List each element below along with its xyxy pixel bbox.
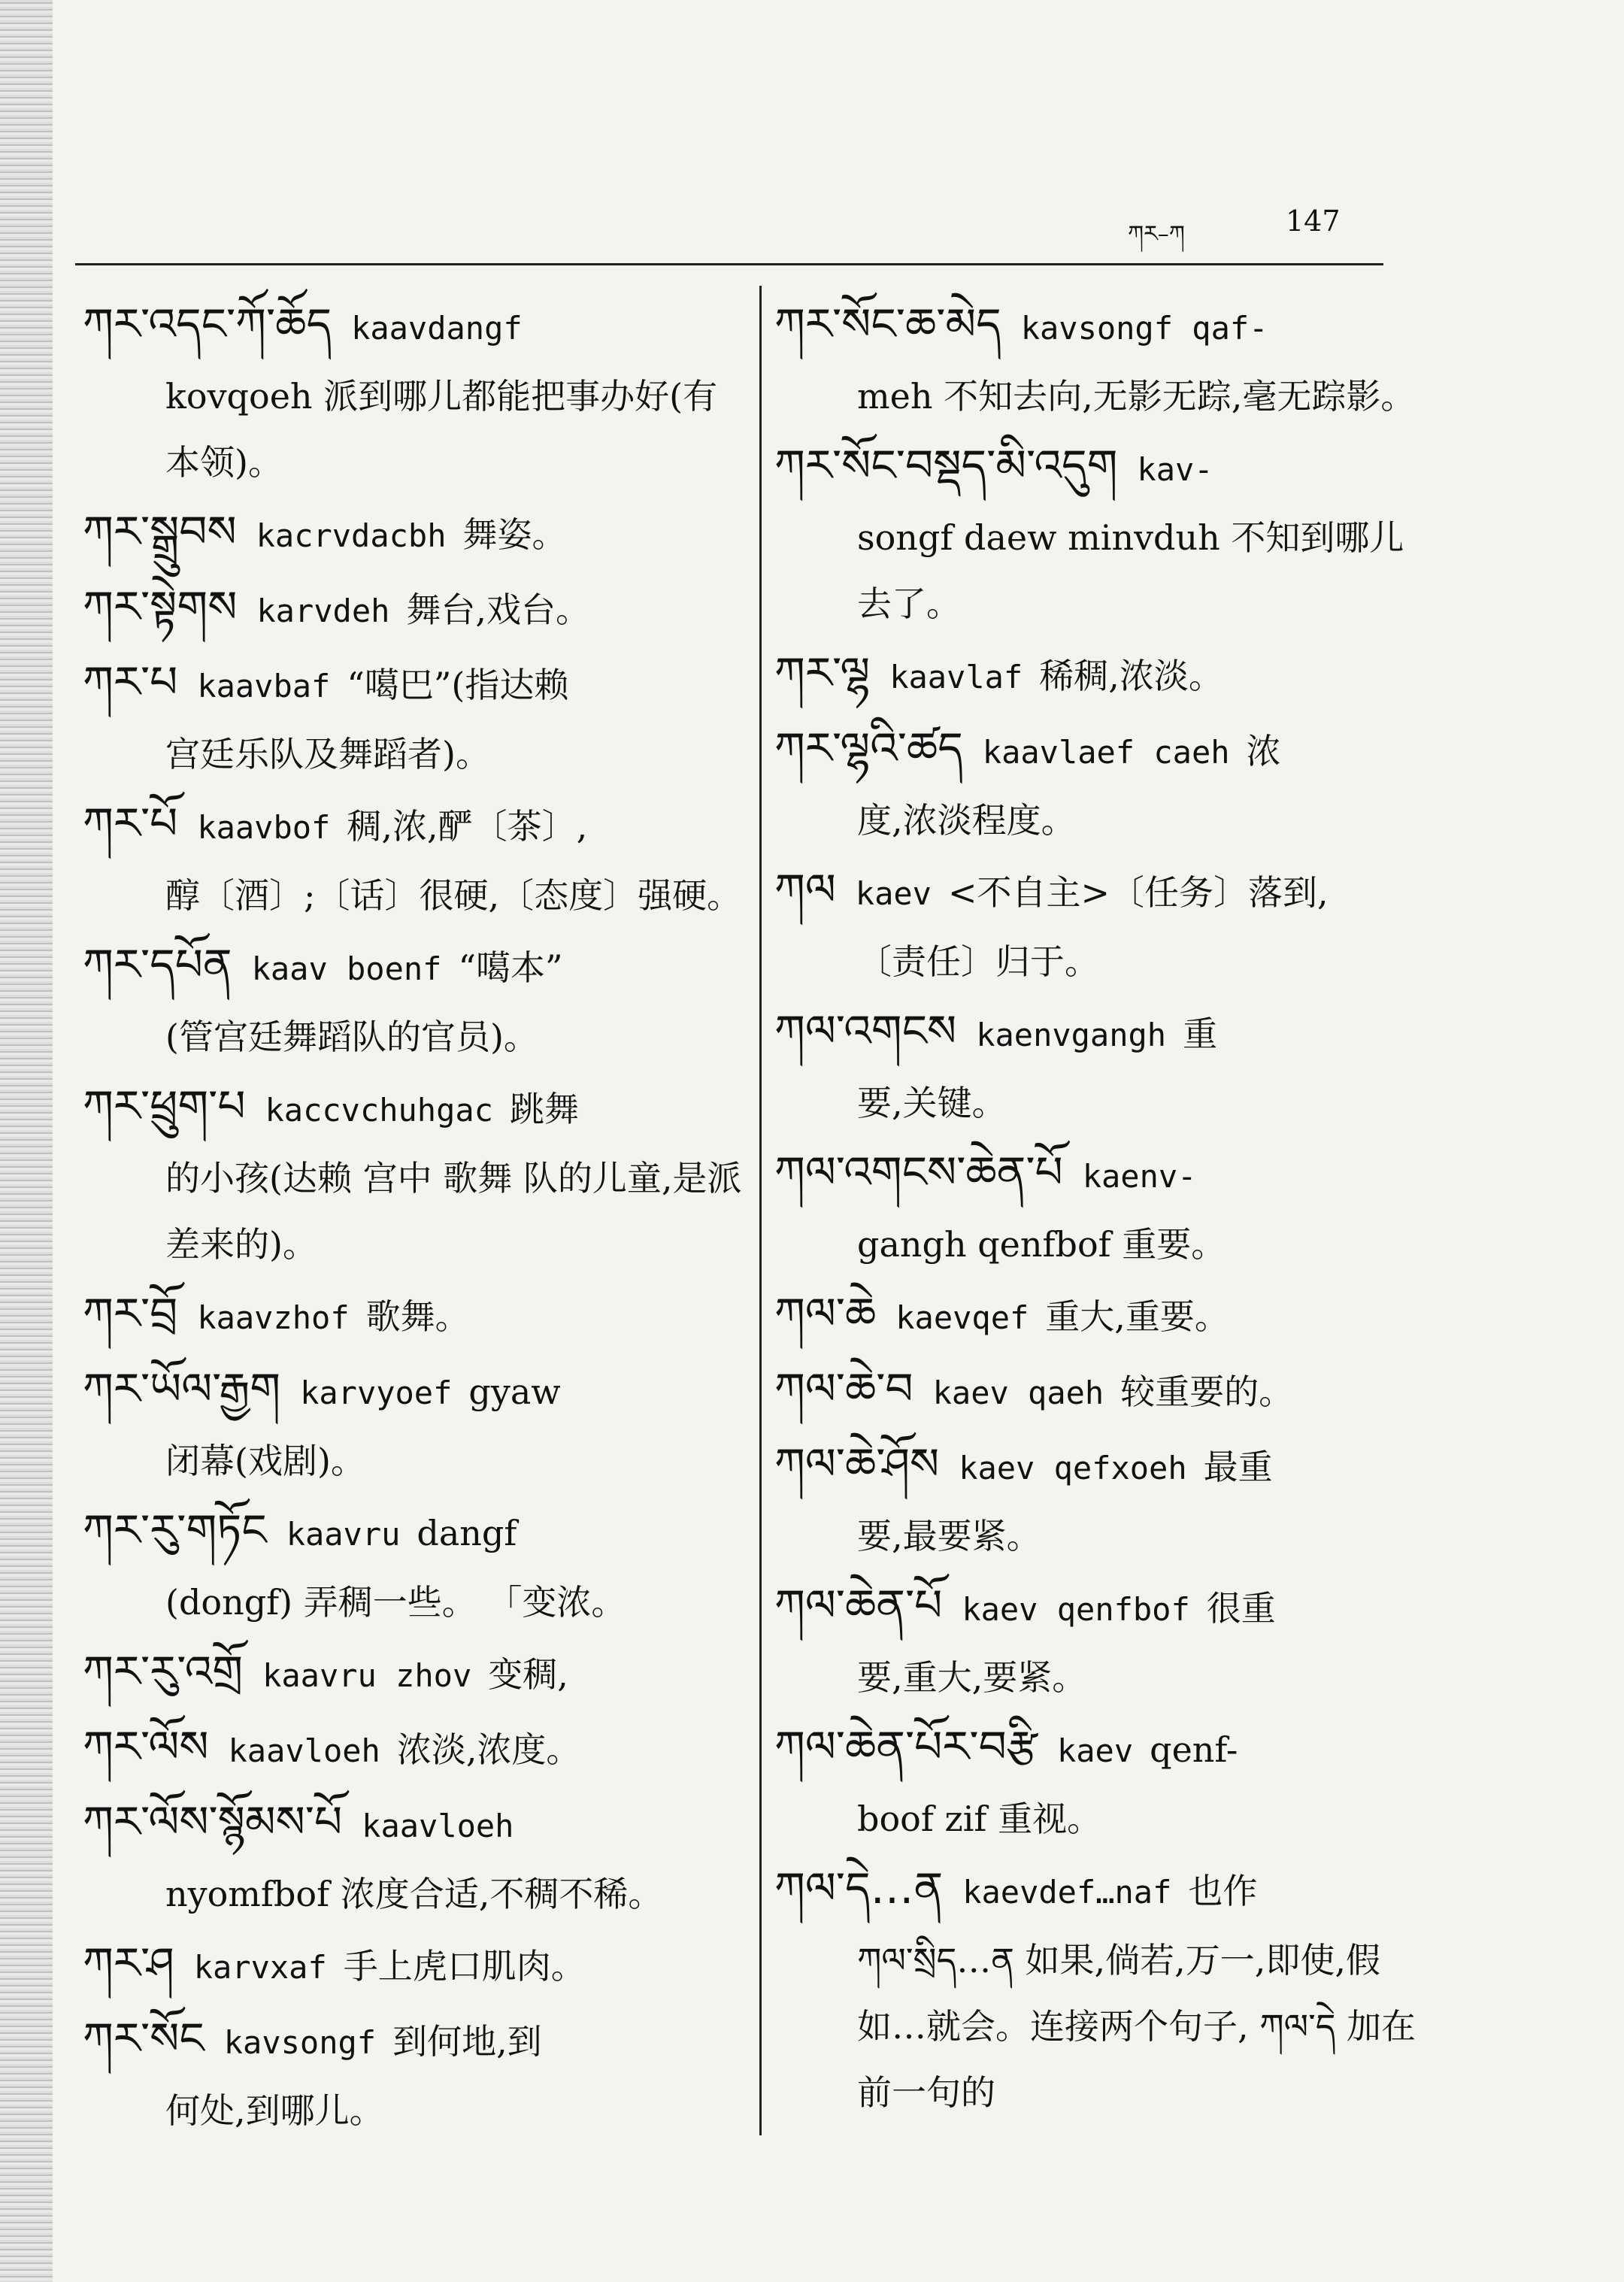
headword: ཀར་ཤ: [83, 1938, 174, 1989]
definition: 浓: [1246, 731, 1281, 771]
section-mark: ཀར–ཀ: [1128, 221, 1185, 247]
definition-continuation: 度,浓淡程度。: [857, 800, 1076, 841]
definition: “噶巴”(指达赖: [347, 665, 569, 705]
definition-continuation: nyomfbof 浓度合适,不稠不稀。: [165, 1874, 663, 1914]
romanization: kaevqef: [895, 1299, 1029, 1336]
romanization: kaavbaf: [197, 668, 331, 705]
headword: ཀར་ཡོལ་རྒྱག: [83, 1363, 281, 1414]
definition: 很重: [1206, 1588, 1276, 1629]
definition: 舞台,戏台。: [406, 589, 591, 630]
romanization: kaev qenfbof: [962, 1591, 1190, 1628]
romanization: kav-: [1137, 451, 1213, 488]
romanization: kaevdef…naf: [962, 1874, 1172, 1911]
left-column: [83, 289, 744, 2145]
dictionary-entry: [83, 289, 744, 495]
page-number: 147: [1286, 205, 1341, 238]
dictionary-entry: [774, 1138, 1421, 1277]
definition-continuation: gangh qenfbof 重要。: [857, 1224, 1226, 1265]
dictionary-entry: [83, 789, 744, 929]
headword: ཀར་པོ: [83, 798, 178, 849]
headword: ཀལ་ཆེ: [774, 1288, 877, 1339]
dictionary-entry: [83, 930, 744, 1070]
header-rule: [75, 263, 1383, 265]
definition: 歌舞。: [365, 1296, 470, 1337]
romanization: kavsongf qaf-: [1020, 310, 1268, 347]
headword: ཀར་འདང་ཀོ་ཆོད: [83, 299, 332, 350]
headword: ཀལ་འགངས་ཆེན་པོ: [774, 1147, 1063, 1198]
definition-continuation: 要,最要紧。: [857, 1516, 1041, 1556]
definition-continuation: 的小孩(达赖 宫中 歌舞 队的儿童,是派差来的)。: [165, 1158, 742, 1265]
dictionary-entry: [774, 638, 1421, 712]
romanization: kaev: [1056, 1732, 1134, 1769]
dictionary-entry: [774, 1429, 1421, 1569]
dictionary-entry: [83, 2004, 744, 2144]
definition: 舞姿。: [462, 514, 567, 555]
romanization: kaavloeh: [362, 1808, 514, 1844]
definition-continuation: (管宫廷舞蹈队的官员)。: [165, 1017, 538, 1057]
definition: 到何地,到: [392, 2021, 542, 2062]
dictionary-entry: [83, 1712, 744, 1786]
headword: ཀར་རུ་གཏོང: [83, 1505, 267, 1556]
definition-continuation: 何处,到哪儿。: [165, 2090, 384, 2131]
dictionary-entry: [83, 1637, 744, 1711]
romanization: kacrvdacbh: [256, 517, 447, 554]
headword: ཀར་པ: [83, 656, 178, 708]
dictionary-entry: [774, 996, 1421, 1136]
romanization: kaccvchuhgac: [265, 1092, 493, 1129]
definition: 跳舞: [509, 1089, 579, 1129]
dictionary-entry: [774, 714, 1421, 853]
headword: ཀར་ལོས་སྙོམས་པོ: [83, 1796, 343, 1847]
dictionary-entry: [83, 1929, 744, 2002]
definition: 也作: [1188, 1871, 1258, 1911]
definition-continuation: 闭幕(戏剧)。: [165, 1441, 365, 1481]
romanization: kaev: [855, 875, 932, 912]
headword: ཀར་སྟེགས: [83, 581, 238, 632]
definition: 重大,重要。: [1045, 1296, 1229, 1337]
romanization: kaenv-: [1082, 1158, 1197, 1195]
romanization: karvdeh: [256, 592, 390, 629]
headword: ཀར་ལྷ: [774, 647, 871, 699]
headword: ཀར་སོང་ཆ་མེད: [774, 299, 1001, 350]
romanization: kaavlaef caeh: [982, 734, 1230, 771]
romanization: kaavlaf: [889, 659, 1023, 696]
romanization: kaev qaeh: [932, 1374, 1104, 1411]
headword: ཀལ་དེ…ན: [774, 1862, 944, 1914]
headword: ཀར་ཕྲུག་པ: [83, 1080, 246, 1132]
romanization: karvxaf: [193, 1949, 327, 1986]
definition-continuation: (dongf) 弄稠一些。 「变浓。: [165, 1582, 626, 1623]
page-header: [1113, 205, 1398, 250]
headword: ཀར་སྒྲུབས: [83, 506, 237, 557]
definition: 重: [1183, 1014, 1218, 1054]
definition-continuation: 醇〔酒〕;〔话〕很硬,〔态度〕强硬。: [165, 875, 742, 916]
headword: ཀར་སོང་བསྡད་མི་འདུག: [774, 440, 1118, 491]
definition-continuation: ཀལ་སྲིད…ན 如果,倘若,万一,即使,假如…就会。连接两个句子, ཀལ་དེ 加在前一句的: [857, 1940, 1416, 2113]
dictionary-entry: [83, 1787, 744, 1927]
romanization: kaenvgangh: [976, 1017, 1167, 1053]
headword: ཀལ: [774, 864, 836, 915]
definition: “噶本”: [458, 947, 563, 988]
definition-continuation: 〔责任〕归于。: [857, 941, 1099, 982]
romanization: kaavru zhov: [262, 1657, 472, 1694]
headword: ཀར་ལོས: [83, 1721, 209, 1772]
dictionary-entry: [83, 1279, 744, 1353]
romanization: kaavbof: [197, 809, 331, 846]
headword: ཀར་བྲོ: [83, 1288, 178, 1339]
headword: ཀར་སོང: [83, 2013, 205, 2064]
definition: dangf: [417, 1513, 517, 1553]
romanization: karvyoef: [300, 1374, 453, 1411]
definition-continuation: boof zif 重视。: [857, 1799, 1102, 1839]
dictionary-entry: [83, 647, 744, 787]
column-divider: [759, 286, 762, 2135]
dictionary-entry: [83, 497, 744, 571]
headword: ཀལ་འགངས: [774, 1005, 957, 1056]
dictionary-entry: [774, 1853, 1421, 2126]
dictionary-entry: [774, 1279, 1421, 1353]
romanization: kaavloeh: [228, 1732, 380, 1769]
dictionary-entry: [774, 431, 1421, 637]
dictionary-entry: [774, 1354, 1421, 1428]
romanization: kaavzhof: [197, 1299, 350, 1336]
definition: 变稠,: [488, 1654, 568, 1695]
dictionary-entry: [774, 855, 1421, 995]
definition: <不自主>〔任务〕落到,: [947, 872, 1329, 913]
headword: ཀལ་ཆེ་བ: [774, 1363, 914, 1414]
dictionary-entry: [83, 1071, 744, 1277]
headword: ཀར་ལྷའི་ཚད: [774, 723, 963, 774]
scan-edge: [0, 0, 53, 2282]
definition: qenf-: [1150, 1729, 1238, 1770]
definition: 稀稠,浓淡。: [1039, 656, 1223, 696]
dictionary-entry: [774, 1571, 1421, 1711]
headword: ཀལ་ཆེན་པོ: [774, 1580, 943, 1631]
definition: 浓淡,浓度。: [396, 1729, 581, 1770]
right-column: [774, 289, 1421, 2127]
headword: ཀལ་ཆེ་ཤོས: [774, 1438, 940, 1490]
definition-continuation: 宫廷乐队及舞蹈者)。: [165, 734, 490, 774]
headword: ཀར་རུ་འགྲོ: [83, 1646, 244, 1697]
dictionary-entry: [774, 289, 1421, 429]
romanization: kavsongf: [223, 2024, 377, 2061]
romanization: kaev qefxoeh: [959, 1450, 1187, 1486]
definition-continuation: songf daew minvduh 不知到哪儿去了。: [857, 517, 1404, 624]
definition-continuation: meh 不知去向,无影无踪,毫无踪影。: [857, 376, 1416, 417]
dictionary-entry: [83, 572, 744, 646]
definition: gyaw: [468, 1371, 561, 1412]
definition-continuation: 要,关键。: [857, 1083, 1007, 1123]
definition-continuation: 要,重大,要紧。: [857, 1657, 1087, 1698]
headword: ཀར་དཔོན: [83, 939, 232, 990]
romanization: kaavdangf: [351, 310, 523, 347]
definition: 最重: [1203, 1447, 1273, 1487]
dictionary-entry: [774, 1712, 1421, 1852]
definition: 稠,浓,酽〔茶〕,: [347, 806, 588, 847]
definition: 较重要的。: [1120, 1371, 1294, 1412]
romanization: kaavru: [286, 1516, 401, 1553]
definition-continuation: kovqoeh 派到哪儿都能把事办好(有本领)。: [165, 376, 718, 483]
romanization: kaav boenf: [251, 950, 442, 987]
headword: ཀལ་ཆེན་པོར་བརྩི: [774, 1721, 1038, 1772]
dictionary-entry: [83, 1496, 744, 1635]
definition: 手上虎口肌肉。: [343, 1946, 586, 1987]
dictionary-entry: [83, 1354, 744, 1494]
